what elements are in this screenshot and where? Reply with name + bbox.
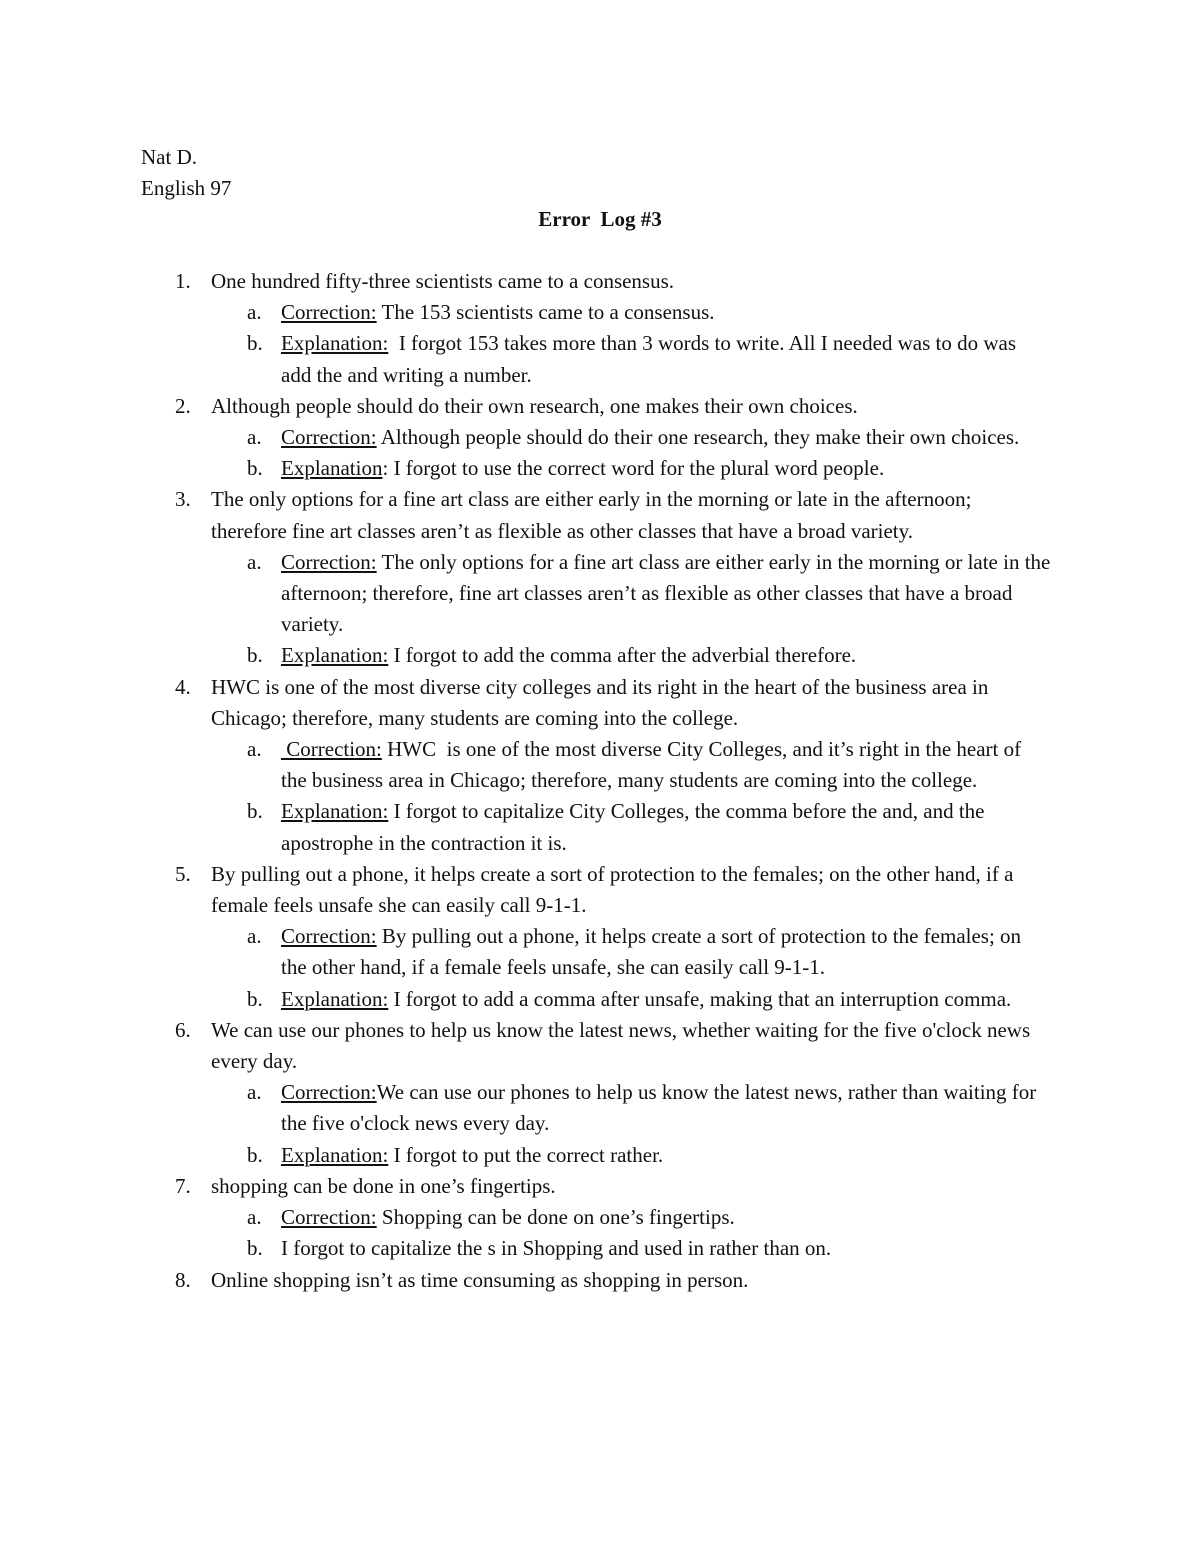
sub-item-label: Explanation:: [281, 986, 389, 1011]
sub-item-letter: a.: [247, 300, 262, 325]
sub-item-body: [281, 550, 1056, 636]
sub-item: [247, 796, 1051, 858]
sub-item-letter: b.: [247, 331, 263, 356]
sub-item-text: Shopping can be done on one’s fingertips.: [376, 1205, 735, 1230]
sub-item-body: [281, 1205, 735, 1229]
sub-item: [247, 297, 1051, 328]
error-log-list: [0, 266, 1200, 1296]
item-number: 5.: [175, 861, 191, 886]
error-item: [175, 1265, 1051, 1296]
original-sentence: shopping can be done in one’s fingertips.: [211, 1173, 556, 1198]
sub-item-label: Explanation:: [281, 643, 389, 668]
sub-item-label: Explanation:: [281, 799, 389, 824]
sub-item-letter: a.: [247, 425, 262, 450]
sub-item-letter: a.: [247, 549, 262, 574]
sub-item-body: [281, 799, 990, 854]
sub-item: [247, 547, 1056, 641]
error-item: [175, 672, 1051, 859]
document-title: Error Log #3: [538, 207, 662, 231]
sub-item-body: [281, 456, 884, 480]
sub-item: [247, 328, 1051, 390]
sub-item: [247, 453, 1051, 484]
author-name: Nat D.: [141, 145, 197, 169]
sub-item-label: Correction:: [281, 300, 377, 325]
sub-item-body: [281, 643, 856, 667]
sub-item: [247, 422, 1051, 453]
sub-item-text: The only options for a fine art class are either early in the morning or late in the afternoon; therefore, fine art classes aren’t as flexible as other classes that have a broad variety.: [281, 549, 1056, 637]
error-item: [175, 266, 1051, 391]
sub-item-text: I forgot 153 takes more than 3 words to write. All I needed was to do was add the and writing a number.: [281, 331, 1022, 387]
sub-item-text: HWC is one of the most diverse City Colleges, and it’s right in the heart of the business area in Chicago; therefore, many students are coming into the college.: [281, 737, 1027, 793]
item-number: 7.: [175, 1173, 191, 1198]
sub-item-body: [281, 1080, 1042, 1135]
sub-item-text: By pulling out a phone, it helps create a sort of protection to the females; on the other hand, if a female feels unsafe, she can easily call 9-1-1.: [281, 924, 1027, 980]
sub-item-letter: b.: [247, 986, 263, 1011]
sub-item: [247, 734, 1051, 796]
sub-item-label: Correction:: [281, 737, 382, 762]
original-sentence: Although people should do their own research, one makes their own choices.: [211, 393, 858, 418]
sub-item-text: We can use our phones to help us know the latest news, rather than waiting for the five o'clock news every day.: [281, 1080, 1042, 1136]
sub-item: [247, 640, 1051, 671]
item-number: 4.: [175, 674, 191, 699]
item-number: 3.: [175, 487, 191, 512]
sub-item: [247, 1077, 1051, 1139]
sub-item: [247, 1140, 1051, 1171]
sub-item-letter: b.: [247, 1142, 263, 1167]
sub-item-label: Correction:: [281, 1205, 377, 1230]
original-sentence: One hundred fifty-three scientists came to a consensus.: [211, 269, 675, 293]
sub-item-label: Explanation:: [281, 1142, 389, 1167]
sub-item-label: Correction:: [281, 924, 377, 949]
sub-item-label: Correction:: [281, 425, 377, 450]
sub-item-letter: b.: [247, 799, 263, 824]
sub-item-letter: a.: [247, 737, 262, 762]
sub-item-label: Correction:: [281, 549, 377, 574]
original-sentence: HWC is one of the most diverse city colleges and its right in the heart of the business area in Chicago; therefore, many students are coming into the college.: [211, 674, 989, 730]
item-number: 2.: [175, 393, 191, 418]
sub-item-text: Although people should do their one research, they make their own choices.: [376, 425, 1020, 450]
sub-item-label: Explanation:: [281, 331, 389, 356]
sub-item-letter: b.: [247, 1236, 263, 1261]
error-item: [175, 1015, 1051, 1171]
course-name: English 97: [141, 176, 232, 200]
sub-item: [247, 984, 1051, 1015]
error-item: [175, 391, 1051, 485]
sub-item-text: I forgot to add a comma after unsafe, making that an interruption comma.: [388, 986, 1012, 1011]
sub-item-letter: b.: [247, 456, 263, 481]
sub-item-letter: a.: [247, 924, 262, 949]
sub-item-label: Correction:: [281, 1080, 377, 1105]
sub-item-text: I forgot to add the comma after the adverbial therefore.: [388, 643, 857, 668]
original-sentence: Online shopping isn’t as time consuming as shopping in person.: [211, 1267, 749, 1292]
item-number: 6.: [175, 1017, 191, 1042]
sub-item-body: [281, 1236, 831, 1260]
original-sentence: The only options for a fine art class are either early in the morning or late in the afternoon; therefore fine art classes aren’t as flexible as other classes that have a broad variety.: [211, 487, 972, 543]
sub-item: [247, 1202, 1051, 1233]
item-number: 1.: [175, 269, 191, 293]
sub-item-body: [281, 425, 1019, 449]
item-number: 8.: [175, 1267, 191, 1292]
sub-item-text: I forgot to capitalize the s in Shopping and used in rather than on.: [281, 1236, 832, 1261]
sub-item-text: : I forgot to use the correct word for the plural word people.: [382, 456, 885, 481]
sub-item-body: [281, 924, 1026, 979]
sub-item-text: I forgot to capitalize City Colleges, the comma before the and, and the apostrophe in the contraction it is.: [281, 799, 990, 855]
error-item: [175, 1171, 1051, 1265]
sub-item-label: Explanation: [281, 456, 383, 481]
sub-item: [247, 921, 1051, 983]
sub-item-letter: b.: [247, 643, 263, 668]
error-item: [175, 484, 1056, 671]
sub-item-body: [281, 1143, 663, 1167]
sub-item-text: I forgot to put the correct rather.: [388, 1142, 664, 1167]
sub-item-body: [281, 331, 1021, 386]
sub-item-letter: a.: [247, 1205, 262, 1230]
sub-item: [247, 1233, 1051, 1264]
original-sentence: By pulling out a phone, it helps create a sort of protection to the females; on the other hand, if a female feels unsafe she can easily call 9-1-1.: [211, 861, 1014, 918]
error-item: [175, 859, 1051, 1015]
original-sentence: We can use our phones to help us know the latest news, whether waiting for the five o'clock news every day.: [211, 1017, 1031, 1074]
sub-item-body: [281, 300, 715, 324]
sub-item-text: The 153 scientists came to a consensus.: [376, 300, 715, 325]
sub-item-body: [281, 737, 1026, 792]
sub-item-body: [281, 987, 1011, 1011]
sub-item-letter: a.: [247, 1080, 262, 1105]
